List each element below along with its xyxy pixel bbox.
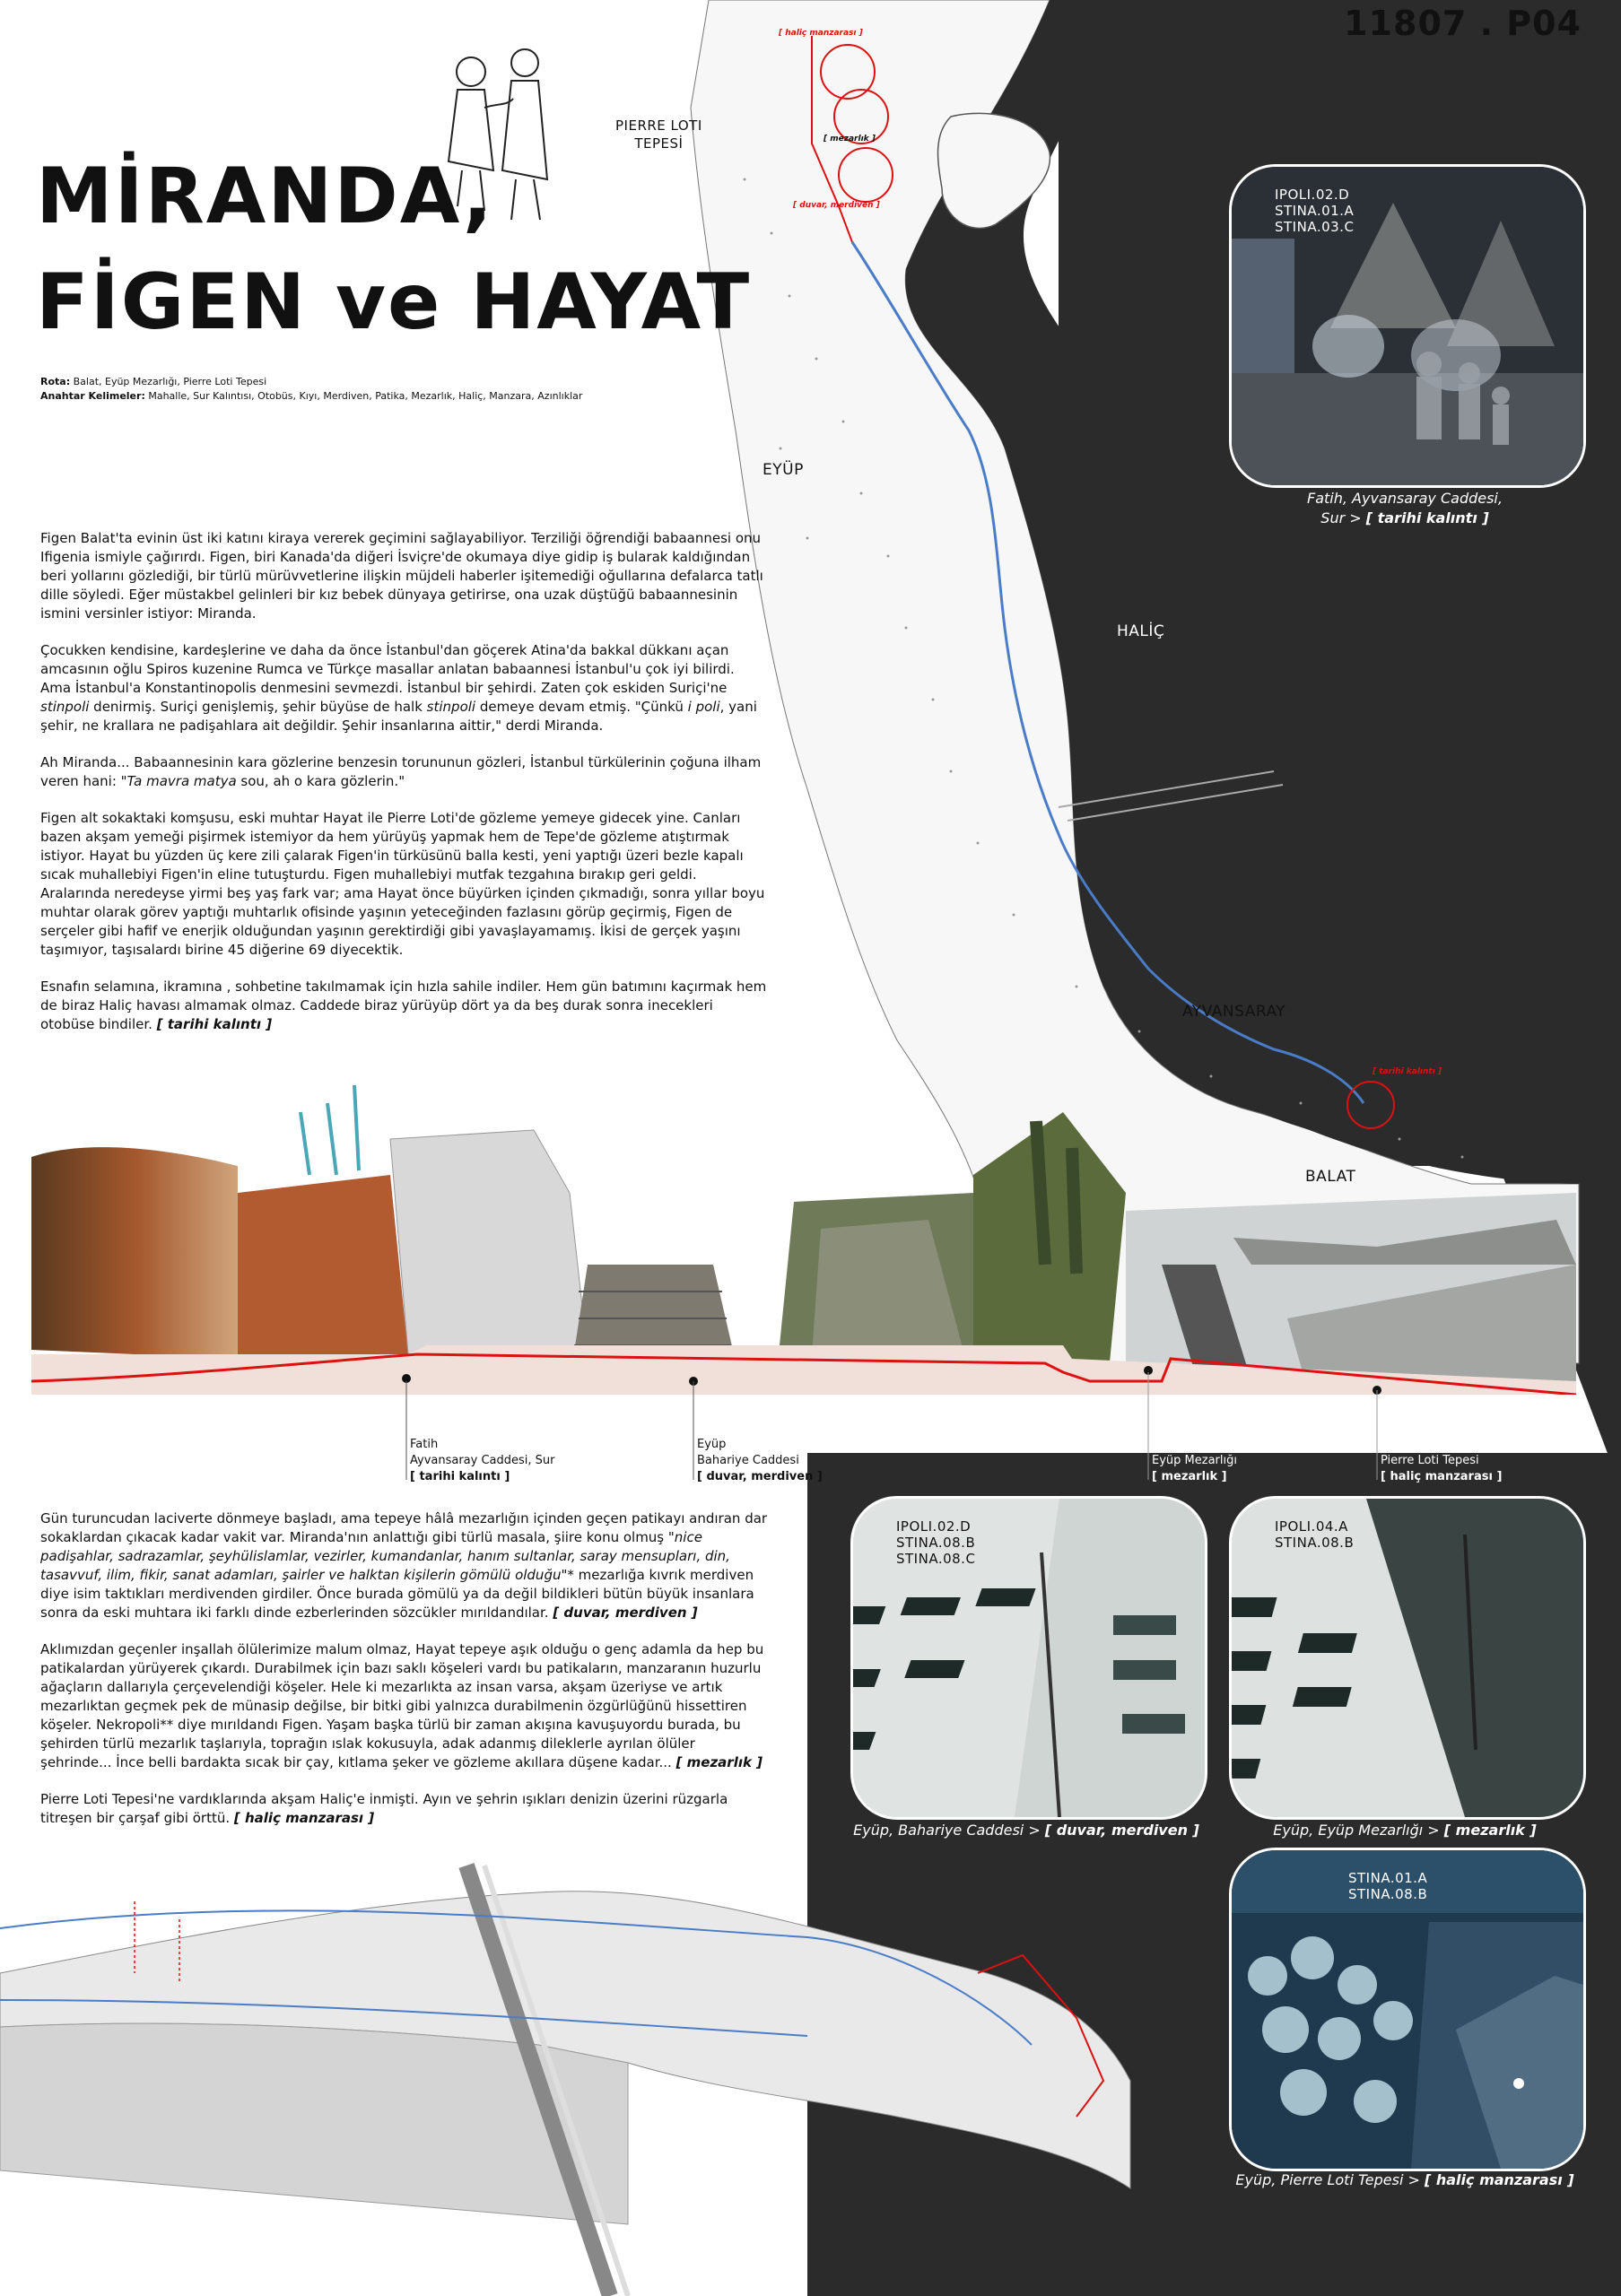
stop-tag: [ haliç manzarası ]	[1381, 1470, 1503, 1483]
caption-line: Eyüp, Eyüp Mezarlığı >	[1273, 1822, 1444, 1839]
code-line: STINA.08.B	[896, 1535, 976, 1551]
render-pierre-loti	[1229, 1848, 1586, 2171]
map-label-balat: BALAT	[1305, 1168, 1356, 1186]
route-panorama	[31, 1085, 1576, 1395]
code-line: STINA.01.A	[1275, 203, 1355, 219]
render-ayvansaray	[1229, 164, 1586, 488]
caption-eyup-mezarligi	[1229, 1821, 1581, 1840]
caption-line: Sur >	[1320, 509, 1366, 526]
stop-line: Eyüp	[697, 1438, 727, 1451]
story-paragraph: Gün turuncudan laciverte dönmeye başladı, ama tepeye hâlâ mezarlığın içinden geçen patikayı andıran dar sokaklardan çıkacak kadar vakit var. Miranda'nın anlattığı gibi türlü masala, şiire konu olmuş "nice padişahlar, sadrazamlar, şeyhülislamlar, vezirler, kumandanlar, hanım sultanlar, saray mensupları, din, tasavvuf, ilim, fikir, sanat adamları, şairler ve halktan kişilerin gömülü olduğu"* mezarlığa kıvrık merdiven diye isim taktıkları merdivenden girdiler. Önce burada gömülü ya da değil bildikleri bütün büyük insanlara sonra da eski muhtara iki farklı dinde ezberlerinden sözcükler mırıldandılar. [ duvar, merdiven ]	[40, 1510, 768, 1621]
stop-line: Ayvansaray Caddesi, Sur	[410, 1454, 555, 1467]
story-paragraph: Çocukken kendisine, kardeşlerine ve daha da önce İstanbul'dan göçerek Atina'da bakkal dükkanı açan amcasının oğlu Spiros kuzenine Rumca ve Türkçe masallar anlatan babaannesi İstanbul'u çok iyi bilirdi. Ama İstanbul'a Konstantinopolis denmesini sevmezdi. İstanbul bir şehirdi. Zaten çok eskiden Suriçi'ne stinpoli denirmiş. Suriçi genişlemiş, şehir büyüse de halk stinpoli demeye devam etmiş. "Çünkü i poli, yani şehir, ne krallara ne padişahlara ait değildir. Şehir insanlarına aittir," derdi Miranda.	[40, 642, 757, 734]
render-pierre-loti-codes	[1348, 1870, 1427, 1902]
route-value: Balat, Eyüp Mezarlığı, Pierre Loti Tepesi	[70, 376, 267, 387]
story-paragraph: Esnafın selamına, ikramına , sohbetine takılmamak için hızla sahile indiler. Hem gün batımını kaçırmak hem de biraz Haliç havası almamak olmaz. Caddede biraz yürüyüp dört ya da beş durak sonra inecekleri otobüse bindiler. [ tarihi kalıntı ]	[40, 978, 767, 1032]
story-paragraph: Ah Miranda... Babaannesinin kara gözlerine benzesin torununun gözleri, İstanbul türkülerinin çoğuna ilham veren hani: "Ta mavra matya sou, ah o kara gözlerin."	[40, 754, 762, 789]
render-eyup-mezarligi-codes	[1275, 1518, 1354, 1551]
map-tag-duvar: [ duvar, merdiven ]	[793, 201, 880, 210]
route-meta	[40, 375, 582, 404]
caption-bahariye	[850, 1821, 1202, 1840]
map-label-pierre-loti-line2: TEPESİ	[634, 135, 684, 152]
stop-1	[410, 1437, 555, 1485]
render-bahariye	[850, 1496, 1207, 1820]
render-ayvansaray-codes	[1275, 187, 1354, 235]
story-paragraph: Aklımızdan geçenler inşallah ölülerimize malum olmaz, Hayat tepeye aşık olduğu o genç adamla da hep bu patikalardan yürüyerek çıkardı. Durabilmek için bazı saklı köşeleri vardı bu patikaların, manzaranın huzurlu ağaçların dallarıyla çerçevelendiği köşeler. Hele ki mezarlıkta az insan varsa, akşam üzeriyse ve artık mezarlıktan geçmek pek de münasip değilse, bir bitki gibi yalnızca durabilmenin özgürlüğünü hissettiren köşeler. Nekropoli** diye mırıldandı Figen. Yaşam başka türlü bir zaman akışına kavuşuyordu burada, bu şehirden türlü mezarlık taşlarıyla, toprağın ıslak kokusuyla, adak adanmış dileklerle ayrılan ölüler şehrinde... İnce belli bardakta sıcak bir çay, kıtlama şeker ve gözleme akıllara düşene kadar... [ mezarlık ]	[40, 1641, 764, 1770]
stop-line: Pierre Loti Tepesi	[1381, 1454, 1479, 1467]
map-label-pierre-loti-line1: PIERRE LOTI	[615, 117, 702, 134]
stop-3	[1152, 1437, 1237, 1485]
stop-tag: [ mezarlık ]	[1152, 1470, 1227, 1483]
panorama-strip	[31, 1085, 1576, 1395]
stop-line: Bahariye Caddesi	[697, 1454, 799, 1467]
stop-tag: [ tarihi kalıntı ]	[410, 1470, 510, 1483]
stop-line: Eyüp	[1152, 1438, 1181, 1451]
code-line: STINA.03.C	[1275, 219, 1355, 235]
map-label-pierre-loti	[615, 117, 702, 152]
render-eyup-mezarligi	[1229, 1496, 1586, 1820]
keywords-label: Anahtar Kelimeler:	[40, 390, 145, 402]
keywords-value: Mahalle, Sur Kalıntısı, Otobüs, Kıyı, Merdiven, Patika, Mezarlık, Haliç, Manzara, Azınlıklar	[144, 390, 583, 402]
map-label-ayvansaray: AYVANSARAY	[1182, 1003, 1286, 1021]
code-line: STINA.08.B	[1275, 1535, 1355, 1551]
caption-line: Eyüp, Bahariye Caddesi >	[853, 1822, 1045, 1839]
map-tag-halic: [ haliç manzarası ]	[779, 29, 863, 38]
code-line: STINA.08.B	[1348, 1886, 1428, 1902]
caption-line: Fatih, Ayvansaray Caddesi,	[1307, 490, 1503, 507]
map-label-halic: HALİÇ	[1117, 622, 1165, 640]
map-tag-mezarlik: [ mezarlık ]	[824, 135, 876, 144]
code-line: STINA.01.A	[1348, 1870, 1428, 1886]
map-label-eyup: EYÜP	[763, 461, 804, 479]
caption-tag: [ haliç manzarası ]	[1424, 2171, 1574, 2188]
stop-4	[1381, 1437, 1502, 1485]
story-paragraph: Figen alt sokaktaki komşusu, eski muhtar Hayat ile Pierre Loti'de gözleme yemeye gidecek yine. Canları bazen akşam yemeği pişirmek istemiyor da hem yürüyüş yapmak hem de Tepe'de gözleme atıştırmak istiyor. Hayat bu yüzden üç kere zili çalarak Figen'in türküsünü balla kesti, yeni yaptığı üzeri bezle kapalı sıcak muhallebiyi Figen'in eline tutuşturdu. Figen muhallebiyi mutfak tezgahına bırakıp geri geldi. Aralarında neredeyse yirmi beş yaş fark var; ama Hayat önce büyürken içinden çıkmadığı, sonra yıllar boyu muhtar olarak görev yaptığı muhtarlık ofisinde yaşının yeteceğinden fazlasını görüp geçirmiş, Figen de serçeler gibi hafif ve enerjik olduğundan yaşının gerektirdiği gibi yavaşlayamamış. İkisi de gerçek yaşını taşımıyor, taşısalardı birine 45 diğerine 69 diyecektik.	[40, 810, 765, 958]
caption-ayvansaray	[1229, 489, 1581, 528]
title-line-2: FİGEN ve HAYAT	[36, 257, 752, 347]
story-part-1	[40, 529, 767, 1052]
caption-line: Eyüp, Pierre Loti Tepesi >	[1235, 2171, 1425, 2188]
stop-2	[697, 1437, 823, 1485]
render-bahariye-codes	[896, 1518, 975, 1567]
stop-line: Eyüp	[1381, 1438, 1410, 1451]
route-label: Rota:	[40, 376, 71, 387]
code-line: IPOLI.04.A	[1275, 1518, 1348, 1535]
title-line-1: MİRANDA,	[36, 152, 494, 241]
caption-tag: [ tarihi kalıntı ]	[1365, 509, 1489, 526]
page-title	[36, 144, 751, 355]
project-code: 11807 . P04	[1344, 4, 1582, 43]
caption-tag: [ mezarlık ]	[1443, 1822, 1537, 1839]
caption-tag: [ duvar, merdiven ]	[1044, 1822, 1199, 1839]
stop-line: Fatih	[410, 1438, 439, 1451]
code-line: STINA.08.C	[896, 1551, 976, 1567]
map-tag-tarihi: [ tarihi kalıntı ]	[1373, 1067, 1442, 1076]
stop-tag: [ duvar, merdiven ]	[697, 1470, 823, 1483]
caption-pierre-loti	[1229, 2170, 1581, 2190]
story-paragraph: Pierre Loti Tepesi'ne vardıklarında akşam Haliç'e inmişti. Ayın ve şehrin ışıkları denizin üzerini rüzgarla titreşen bir çarşaf gibi örttü. [ haliç manzarası ]	[40, 1791, 728, 1826]
story-part-2	[40, 1509, 769, 1846]
code-line: IPOLI.02.D	[896, 1518, 972, 1535]
code-line: IPOLI.02.D	[1275, 187, 1350, 203]
story-paragraph: Figen Balat'ta evinin üst iki katını kiraya vererek geçimini sağlayabiliyor. Terziliği öğrendiği babaannesi onu Ifigenia ismiyle çağırırdı. Figen, biri Kanada'da diğeri İsviçre'de okumaya diye gidip iş bularak kaldığından beri yollarını gözlediği, bir türlü mürüvvetlerine ilişkin müjdeli haberler işitemediği oğullarına defalarca tatlı dille söyledi. Eğer müstakbel gelinleri bir kız bebek dünyaya getirirse, ona uzak düştüğü babaannesinin ismini versinler istiyor: Miranda.	[40, 530, 763, 622]
stop-line: Eyüp Mezarlığı	[1152, 1454, 1237, 1467]
